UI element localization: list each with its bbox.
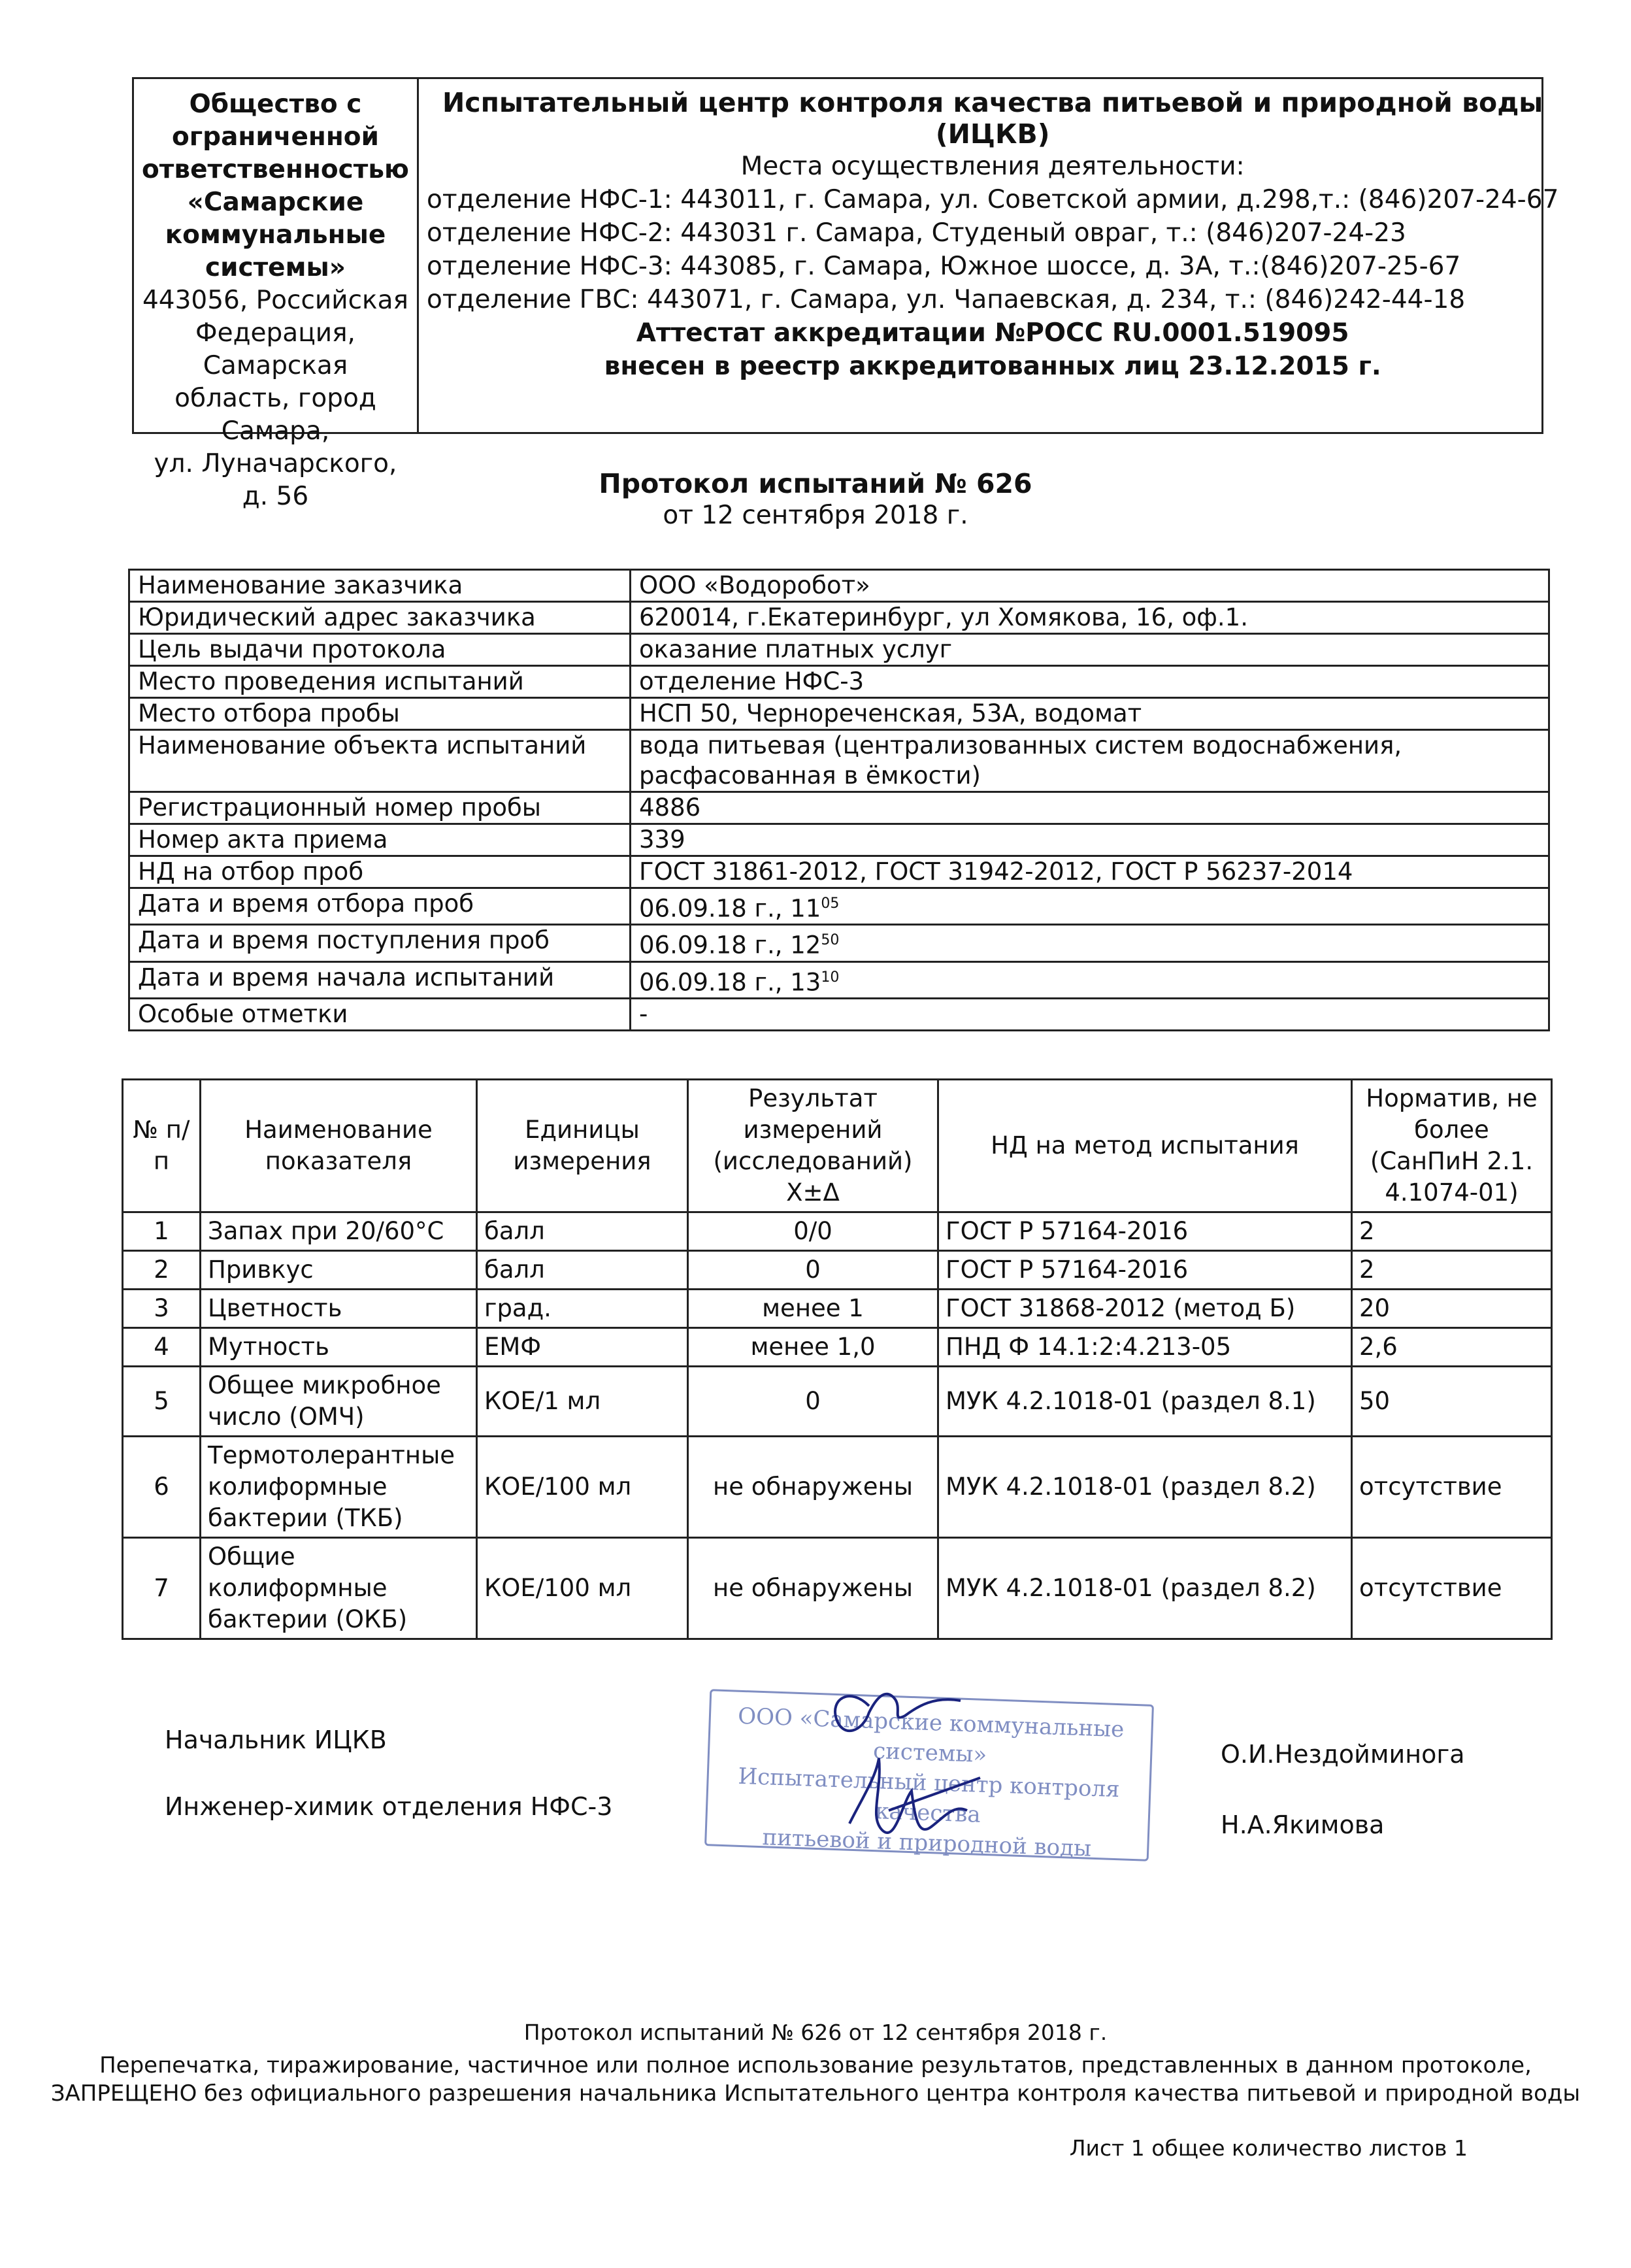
result-method: МУК 4.2.1018-01 (раздел 8.1) — [938, 1367, 1352, 1437]
info-value — [631, 698, 1549, 730]
accreditation-line: Аттестат аккредитации №РОСС RU.0001.519095 — [636, 318, 1349, 348]
result-units: балл — [477, 1251, 688, 1290]
result-method: МУК 4.2.1018-01 (раздел 8.2) — [938, 1437, 1352, 1538]
info-value-text: отделение НФС-3 — [639, 667, 865, 695]
test-center-cell — [419, 79, 1565, 432]
result-value: 0 — [688, 1367, 938, 1437]
department-line: отделение НФС-2: 443031 г. Самара, Студеный овраг, т.: (846)207-24-23 — [426, 218, 1406, 248]
registry-line: внесен в реестр аккредитованных лиц 23.12.2015 г. — [604, 352, 1381, 381]
organization-name: Общество с ограниченной ответственностью «Самарские коммунальные системы» — [142, 90, 409, 282]
result-norm: 50 — [1352, 1367, 1552, 1437]
result-indicator: Термотолерантные колиформные бактерии (ТКБ) — [201, 1437, 477, 1538]
info-label: Особые отметки — [129, 998, 631, 1030]
result-indicator: Привкус — [201, 1251, 477, 1290]
info-value-text: оказание платных услуг — [639, 635, 953, 663]
places-label: Места осуществления деятельности: — [740, 152, 1245, 181]
info-label: Регистрационный номер пробы — [129, 792, 631, 824]
info-value — [631, 570, 1549, 602]
info-label: НД на отбор проб — [129, 856, 631, 888]
result-indicator: Запах при 20/60°С — [201, 1212, 477, 1251]
info-label: Место отбора пробы — [129, 698, 631, 730]
info-value-text: 06.09.18 г., 11 — [639, 894, 821, 923]
footer-notice-line: Перепечатка, тиражирование, частичное или полное использование результатов, представленных в данном протоколе, — [99, 2052, 1532, 2078]
info-value-text: НСП 50, Чернореченская, 53А, водомат — [639, 699, 1142, 727]
stamp-line: ООО «Самарские коммунальные системы» — [737, 1703, 1125, 1769]
header-units: Единицы измерения — [477, 1080, 688, 1212]
result-indicator: Мутность — [201, 1328, 477, 1367]
sheet-count: Лист 1 общее количество листов 1 — [1069, 2135, 1468, 2161]
result-method: МУК 4.2.1018-01 (раздел 8.2) — [938, 1538, 1352, 1639]
department-line: отделение НФС-3: 443085, г. Самара, Южное шоссе, д. 3А, т.:(846)207-25-67 — [426, 252, 1461, 281]
result-norm: 2,6 — [1352, 1328, 1552, 1367]
info-value-text: 06.09.18 г., 13 — [639, 967, 821, 996]
info-row — [129, 634, 1549, 666]
info-value — [631, 961, 1549, 998]
result-method: ГОСТ Р 57164-2016 — [938, 1251, 1352, 1290]
engineer-name: Н.А.Якимова — [1221, 1810, 1385, 1839]
result-units: КОЕ/100 мл — [477, 1437, 688, 1538]
time-minutes: 10 — [821, 969, 840, 986]
result-num: 3 — [123, 1290, 201, 1328]
header-indicator: Наименование показателя — [201, 1080, 477, 1212]
protocol-title: Протокол испытаний № 626 — [599, 468, 1032, 499]
result-row — [123, 1328, 1552, 1367]
result-row — [123, 1538, 1552, 1639]
info-value-text: вода питьевая (централизованных систем водоснабжения, расфасованная в ёмкости) — [639, 731, 1402, 790]
result-units: КОЕ/1 мл — [477, 1367, 688, 1437]
department-line: отделение ГВС: 443071, г. Самара, ул. Чапаевская, д. 234, т.: (846)242-44-18 — [426, 285, 1466, 314]
organization-address: 443056, Российская Федерация, Самарская область, город Самара, ул. Луначарского, д. 56 — [142, 286, 408, 511]
head-name: О.И.Нездойминога — [1221, 1740, 1465, 1769]
info-row — [129, 824, 1549, 856]
info-value-text: ГОСТ 31861-2012, ГОСТ 31942-2012, ГОСТ Р 56237-2014 — [639, 858, 1353, 886]
engineer-signature — [849, 1758, 980, 1833]
protocol-date: от 12 сентября 2018 г. — [663, 501, 968, 530]
info-row — [129, 888, 1549, 925]
header-method: НД на метод испытания — [938, 1080, 1352, 1212]
info-value — [631, 998, 1549, 1030]
info-value-text: 06.09.18 г., 12 — [639, 931, 821, 959]
info-label: Юридический адрес заказчика — [129, 602, 631, 634]
result-units: балл — [477, 1212, 688, 1251]
sample-info-table — [128, 569, 1550, 1031]
head-title: Начальник ИЦКВ — [165, 1726, 387, 1754]
info-value-text: - — [639, 999, 648, 1028]
result-indicator: Общее микробное число (ОМЧ) — [201, 1367, 477, 1437]
info-label: Наименование объекта испытаний — [129, 730, 631, 792]
results-table — [122, 1078, 1553, 1640]
info-value — [631, 925, 1549, 961]
result-row — [123, 1251, 1552, 1290]
info-value-text: 339 — [639, 825, 685, 854]
info-row — [129, 961, 1549, 998]
result-units: КОЕ/100 мл — [477, 1538, 688, 1639]
result-value: 0 — [688, 1251, 938, 1290]
head-signature — [835, 1694, 961, 1731]
result-units: град. — [477, 1290, 688, 1328]
result-norm: 2 — [1352, 1212, 1552, 1251]
info-value — [631, 602, 1549, 634]
info-row — [129, 602, 1549, 634]
info-row — [129, 792, 1549, 824]
results-header-row — [123, 1080, 1552, 1212]
info-row — [129, 998, 1549, 1030]
department-line: отделение НФС-1: 443011, г. Самара, ул. Советской армии, д.298,т.: (846)207-24-67 — [426, 185, 1559, 214]
info-label: Наименование заказчика — [129, 570, 631, 602]
stamp-line: питьевой и природной воды — [761, 1824, 1092, 1862]
result-method: ПНД Ф 14.1:2:4.213-05 — [938, 1328, 1352, 1367]
info-value — [631, 888, 1549, 925]
info-label: Место проведения испытаний — [129, 666, 631, 698]
result-units: ЕМФ — [477, 1328, 688, 1367]
result-value: 0/0 — [688, 1212, 938, 1251]
info-row — [129, 925, 1549, 961]
footer-protocol-reference: Протокол испытаний № 626 от 12 сентября 2018 г. — [523, 2020, 1108, 2045]
result-num: 6 — [123, 1437, 201, 1538]
header-result: Результат измерений (исследований) X±Δ — [688, 1080, 938, 1212]
result-indicator: Цветность — [201, 1290, 477, 1328]
info-row — [129, 698, 1549, 730]
info-row — [129, 570, 1549, 602]
info-label: Цель выдачи протокола — [129, 634, 631, 666]
result-num: 2 — [123, 1251, 201, 1290]
info-value — [631, 730, 1549, 792]
result-indicator: Общие колиформные бактерии (ОКБ) — [201, 1538, 477, 1639]
info-value — [631, 792, 1549, 824]
info-row — [129, 666, 1549, 698]
result-row — [123, 1367, 1552, 1437]
info-row — [129, 730, 1549, 792]
time-minutes: 05 — [821, 895, 840, 912]
time-minutes: 50 — [821, 932, 840, 949]
result-method: ГОСТ 31868-2012 (метод Б) — [938, 1290, 1352, 1328]
result-norm: отсутствие — [1352, 1538, 1552, 1639]
info-value — [631, 666, 1549, 698]
info-label: Дата и время начала испытаний — [129, 961, 631, 998]
result-num: 7 — [123, 1538, 201, 1639]
engineer-title: Инженер-химик отделения НФС-3 — [165, 1792, 613, 1821]
result-norm: 2 — [1352, 1251, 1552, 1290]
info-value — [631, 856, 1549, 888]
result-value: менее 1,0 — [688, 1328, 938, 1367]
result-num: 4 — [123, 1328, 201, 1367]
info-value-text: ООО «Водоробот» — [639, 571, 870, 599]
result-value: менее 1 — [688, 1290, 938, 1328]
result-row — [123, 1212, 1552, 1251]
info-row — [129, 856, 1549, 888]
result-num: 1 — [123, 1212, 201, 1251]
stamp-line: Испытательный центр контроля качества — [737, 1763, 1121, 1828]
info-label: Номер акта приема — [129, 824, 631, 856]
footer-notice-line: ЗАПРЕЩЕНО без официального разрешения начальника Испытательного центра контроля качества питьевой и природной воды — [50, 2080, 1581, 2107]
result-row — [123, 1437, 1552, 1538]
test-center-title: Испытательный центр контроля качества питьевой и природной воды (ИЦКВ) — [442, 87, 1543, 150]
header-norm: Норматив, не более (СанПиН 2.1. 4.1074-01) — [1352, 1080, 1552, 1212]
info-value-text: 620014, г.Екатеринбург, ул Хомякова, 16, оф.1. — [639, 603, 1248, 631]
organization-cell — [134, 79, 419, 511]
result-value: не обнаружены — [688, 1538, 938, 1639]
result-method: ГОСТ Р 57164-2016 — [938, 1212, 1352, 1251]
result-norm: 20 — [1352, 1290, 1552, 1328]
result-num: 5 — [123, 1367, 201, 1437]
result-norm: отсутствие — [1352, 1437, 1552, 1538]
info-value — [631, 634, 1549, 666]
info-label: Дата и время отбора проб — [129, 888, 631, 925]
info-label: Дата и время поступления проб — [129, 925, 631, 961]
info-value-text: 4886 — [639, 793, 701, 822]
handwritten-signatures — [771, 1660, 1046, 1869]
result-row — [123, 1290, 1552, 1328]
header-num: № п/п — [123, 1080, 201, 1212]
info-value — [631, 824, 1549, 856]
result-value: не обнаружены — [688, 1437, 938, 1538]
